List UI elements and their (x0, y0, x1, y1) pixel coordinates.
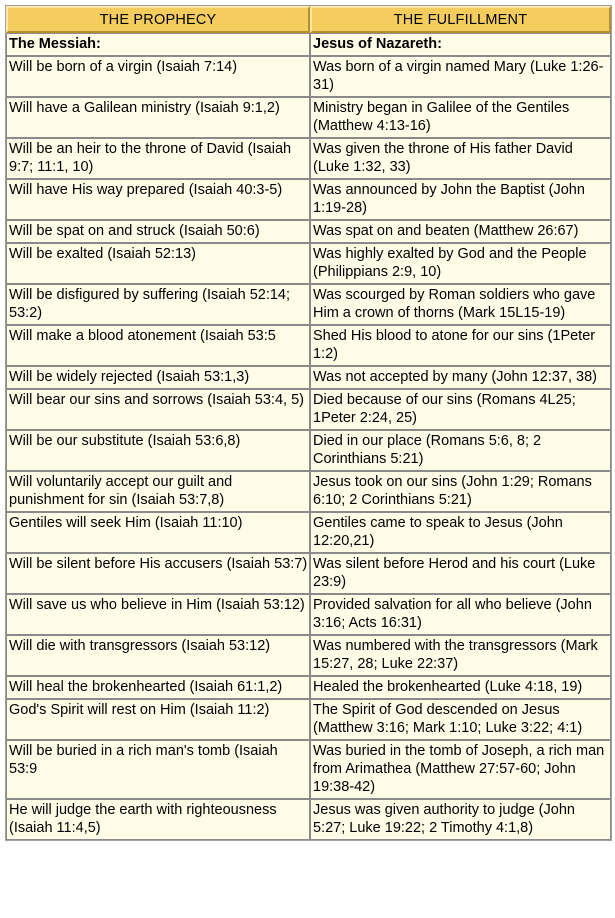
prophecy-cell: Will save us who believe in Him (Isaiah 53:12) (6, 594, 310, 635)
fulfillment-cell: Healed the brokenhearted (Luke 4:18, 19) (310, 676, 611, 699)
table-row (6, 325, 611, 366)
fulfillment-cell: Was born of a virgin named Mary (Luke 1:26-31) (310, 56, 611, 97)
prophecy-cell: Gentiles will seek Him (Isaiah 11:10) (6, 512, 310, 553)
prophecy-cell: Will have His way prepared (Isaiah 40:3-5) (6, 179, 310, 220)
table-row (6, 512, 611, 553)
fulfillment-cell: Was spat on and beaten (Matthew 26:67) (310, 220, 611, 243)
fulfillment-cell: Was not accepted by many (John 12:37, 38) (310, 366, 611, 389)
table-row (6, 740, 611, 799)
prophecy-cell: God's Spirit will rest on Him (Isaiah 11:2) (6, 699, 310, 740)
subheader-row (6, 33, 611, 56)
fulfillment-cell: The Spirit of God descended on Jesus (Matthew 3:16; Mark 1:10; Luke 3:22; 4:1) (310, 699, 611, 740)
table-row (6, 179, 611, 220)
prophecy-cell: Will be widely rejected (Isaiah 53:1,3) (6, 366, 310, 389)
prophecy-cell: Will heal the brokenhearted (Isaiah 61:1,2) (6, 676, 310, 699)
table-row (6, 471, 611, 512)
fulfillment-cell: Gentiles came to speak to Jesus (John 12:20,21) (310, 512, 611, 553)
table-row (6, 635, 611, 676)
prophecy-cell: Will have a Galilean ministry (Isaiah 9:1,2) (6, 97, 310, 138)
prophecy-cell: Will be disfigured by suffering (Isaiah 52:14; 53:2) (6, 284, 310, 325)
table-row (6, 56, 611, 97)
table-row (6, 799, 611, 840)
fulfillment-cell: Jesus took on our sins (John 1:29; Romans 6:10; 2 Corinthians 5:21) (310, 471, 611, 512)
fulfillment-cell: Was announced by John the Baptist (John 1:19-28) (310, 179, 611, 220)
prophecy-table (5, 5, 612, 841)
fulfillment-cell: Was given the throne of His father David (Luke 1:32, 33) (310, 138, 611, 179)
table-row (6, 243, 611, 284)
prophecy-cell: Will be buried in a rich man's tomb (Isaiah 53:9 (6, 740, 310, 799)
prophecy-cell: Will die with transgressors (Isaiah 53:12) (6, 635, 310, 676)
table-row (6, 284, 611, 325)
header-prophecy: THE PROPHECY (6, 6, 310, 33)
table-row (6, 97, 611, 138)
prophecy-cell: Will be silent before His accusers (Isaiah 53:7) (6, 553, 310, 594)
fulfillment-cell: Was silent before Herod and his court (Luke 23:9) (310, 553, 611, 594)
table-row (6, 430, 611, 471)
table-row (6, 676, 611, 699)
prophecy-cell: Will be exalted (Isaiah 52:13) (6, 243, 310, 284)
subheader-prophecy: The Messiah: (6, 33, 310, 56)
prophecy-cell: Will bear our sins and sorrows (Isaiah 53:4, 5) (6, 389, 310, 430)
table-body (6, 33, 611, 840)
fulfillment-cell: Died because of our sins (Romans 4L25; 1Peter 2:24, 25) (310, 389, 611, 430)
header-row (6, 6, 611, 33)
fulfillment-cell: Was scourged by Roman soldiers who gave Him a crown of thorns (Mark 15L15-19) (310, 284, 611, 325)
fulfillment-cell: Was highly exalted by God and the People (Philippians 2:9, 10) (310, 243, 611, 284)
fulfillment-cell: Ministry began in Galilee of the Gentiles (Matthew 4:13-16) (310, 97, 611, 138)
table-row (6, 553, 611, 594)
fulfillment-cell: Was buried in the tomb of Joseph, a rich man from Arimathea (Matthew 27:57-60; John 19:38-42) (310, 740, 611, 799)
prophecy-cell: Will be born of a virgin (Isaiah 7:14) (6, 56, 310, 97)
header-fulfillment: THE FULFILLMENT (310, 6, 611, 33)
prophecy-cell: Will make a blood atonement (Isaiah 53:5 (6, 325, 310, 366)
prophecy-cell: Will be our substitute (Isaiah 53:6,8) (6, 430, 310, 471)
prophecy-cell: Will voluntarily accept our guilt and punishment for sin (Isaiah 53:7,8) (6, 471, 310, 512)
fulfillment-cell: Was numbered with the transgressors (Mark 15:27, 28; Luke 22:37) (310, 635, 611, 676)
prophecy-cell: Will be an heir to the throne of David (Isaiah 9:7; 11:1, 10) (6, 138, 310, 179)
fulfillment-cell: Shed His blood to atone for our sins (1Peter 1:2) (310, 325, 611, 366)
subheader-fulfillment: Jesus of Nazareth: (310, 33, 611, 56)
table-row (6, 366, 611, 389)
fulfillment-cell: Jesus was given authority to judge (John 5:27; Luke 19:22; 2 Timothy 4:1,8) (310, 799, 611, 840)
prophecy-cell: Will be spat on and struck (Isaiah 50:6) (6, 220, 310, 243)
fulfillment-cell: Died in our place (Romans 5:6, 8; 2 Corinthians 5:21) (310, 430, 611, 471)
fulfillment-cell: Provided salvation for all who believe (John 3:16; Acts 16:31) (310, 594, 611, 635)
table-row (6, 389, 611, 430)
prophecy-cell: He will judge the earth with righteousness (Isaiah 11:4,5) (6, 799, 310, 840)
table-row (6, 699, 611, 740)
table-row (6, 220, 611, 243)
table-row (6, 594, 611, 635)
table-row (6, 138, 611, 179)
prophecy-table-container (5, 5, 610, 841)
